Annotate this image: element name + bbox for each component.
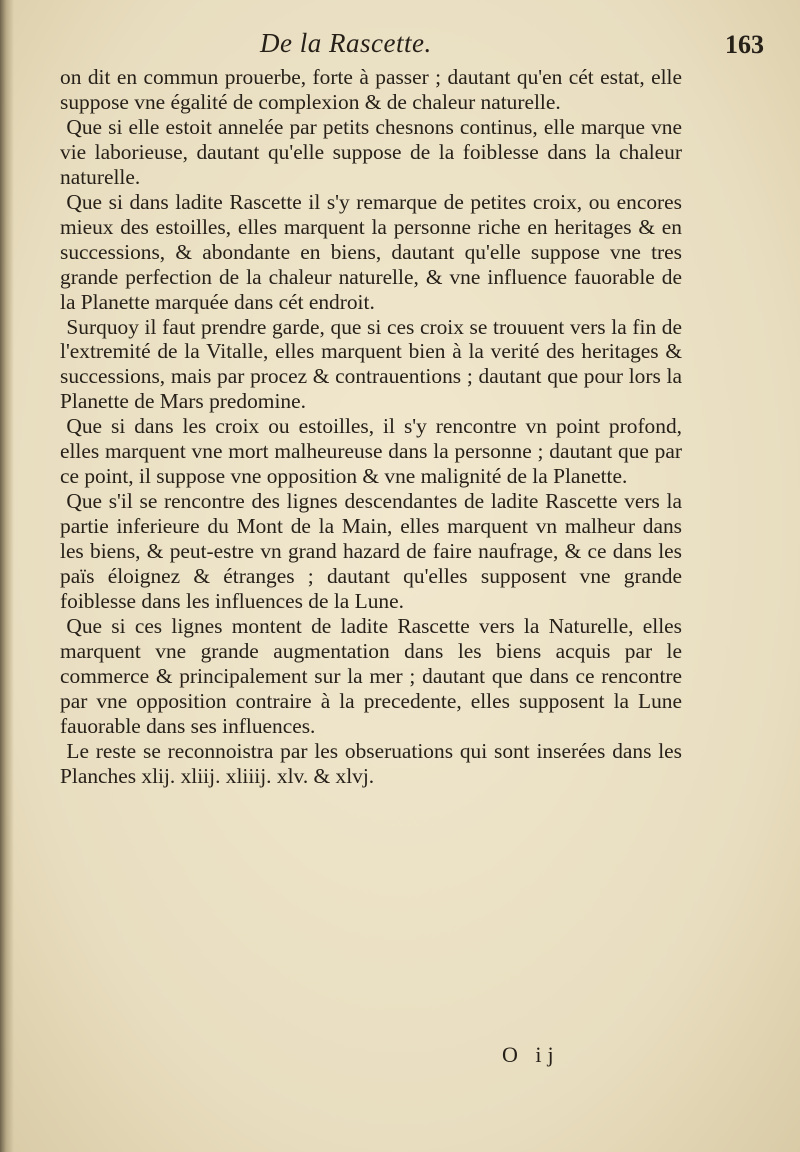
paragraph: Que si dans ladite Rascette il s'y remarque de petites croix, ou encores mieux des estoilles, elles marquent la personne riche en heritages & en successions, & abondante en biens, dautant qu'elle suppose vne tres grande perfection de la chaleur naturelle, & vne influence fauorable de la Planette marquée dans cét endroit. — [60, 189, 682, 314]
binding-shadow — [0, 0, 14, 1152]
signature-mark: O ij — [502, 1042, 560, 1067]
paragraph: Surquoy il faut prendre garde, que si ces croix se trouuent vers la fin de l'extremité de la Vitalle, elles marquent bien à la verité des heritages & successions, mais par procez & contrauentions ; dautant que pour lors la Planette de Mars predomine. — [60, 314, 682, 414]
paragraph: on dit en commun prouerbe, forte à passer ; dautant qu'en cét estat, elle suppose vne égalité de complexion & de chaleur naturelle. — [60, 65, 682, 114]
running-head — [60, 24, 776, 64]
running-title: De la Rascette. — [260, 28, 432, 58]
page-number: 163 — [725, 30, 764, 59]
paragraph: Que si dans les croix ou estoilles, il s'y rencontre vn point profond, elles marquent vne mort malheureuse dans la personne ; dautant que par ce point, il suppose vne opposition & vne malignité de la Planette. — [60, 414, 682, 489]
body-text — [60, 65, 682, 789]
paragraph: Que si ces lignes montent de ladite Rascette vers la Naturelle, elles marquent vne grande augmentation dans les biens acquis par le commerce & principalement sur la mer ; dautant que dans ce rencontre par vne opposition contraire à la precedente, elles supposent la Lune fauorable dans ses influences. — [60, 613, 682, 738]
paragraph: Le reste se reconnoistra par les obseruations qui sont inserées dans les Planches xlij. xliij. xliiij. xlv. & xlvj. — [60, 738, 682, 788]
paragraph: Que si elle estoit annelée par petits chesnons continus, elle marque vne vie laborieuse, dautant qu'elle suppose de la foiblesse dans la chaleur naturelle. — [60, 114, 682, 189]
paragraph: Que s'il se rencontre des lignes descendantes de ladite Rascette vers la partie inferieure du Mont de la Main, elles marquent vn malheur dans les biens, & peut-estre vn grand hazard de faire naufrage, & ce dans les païs éloignez & étranges ; dautant qu'elles supposent vne grande foiblesse dans les influences de la Lune. — [60, 489, 682, 614]
